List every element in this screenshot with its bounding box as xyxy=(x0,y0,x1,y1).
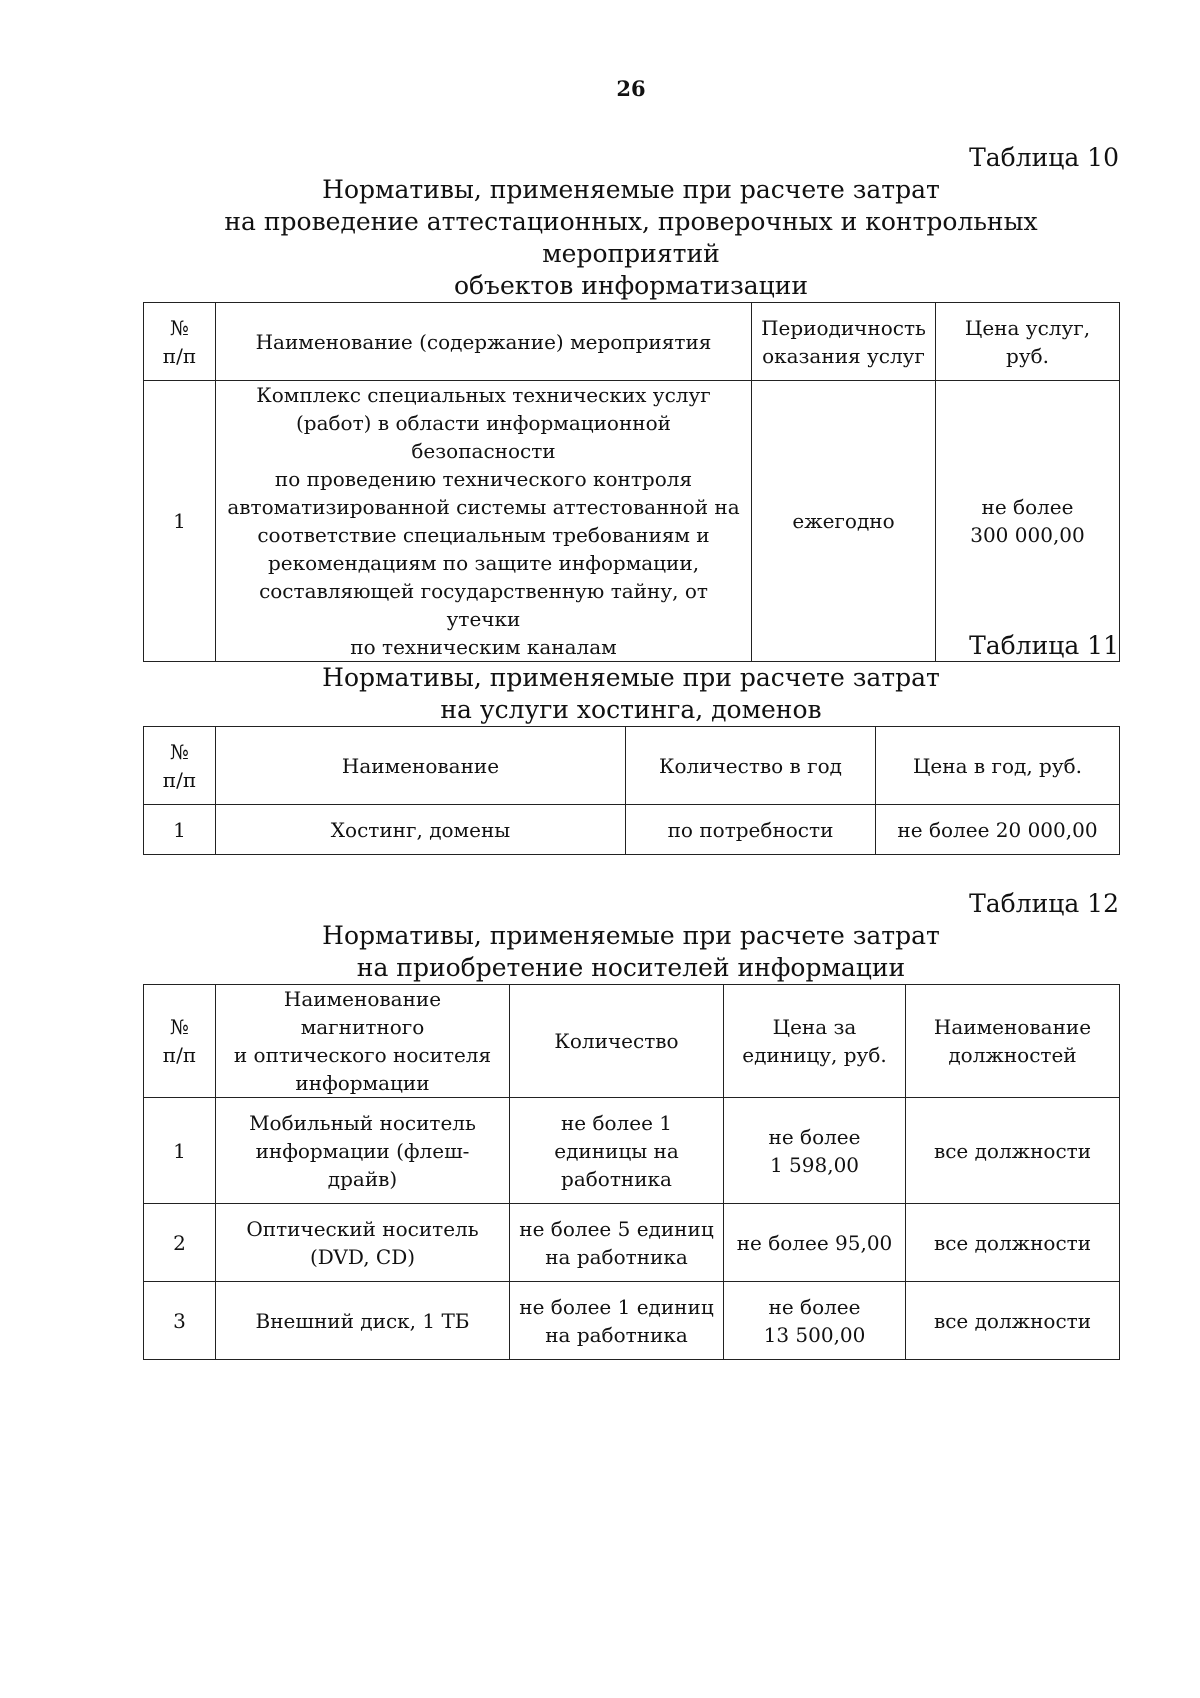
table-12 xyxy=(143,984,1120,1360)
table-11-section xyxy=(143,630,1119,855)
header-cell-price: Цена в год, руб. xyxy=(876,727,1120,805)
cell-qty: по потребности xyxy=(626,805,876,855)
cell-name: Хостинг, домены xyxy=(216,805,626,855)
table-12-title-line: на приобретение носителей информации xyxy=(356,953,906,982)
cell-name: Комплекс специальных технических услуг (работ) в области информационной безопасности по проведению технического контроля автоматизированной системы аттестованной на соответствие специальным требованиям и рекомендациям по защите информации, составляющей государственную тайну, от утечки по техническим каналам xyxy=(216,381,752,662)
table-12-label: Таблица 12 xyxy=(969,889,1119,918)
cell-qty: не более 1 единиц на работника xyxy=(510,1282,724,1360)
table-10-title xyxy=(143,174,1119,302)
header-cell-qty: Количество в год xyxy=(626,727,876,805)
header-cell-price: Цена услуг, руб. xyxy=(936,303,1120,381)
cell-price: не более 1 598,00 xyxy=(724,1098,906,1204)
header-cell-name: Наименование (содержание) мероприятия xyxy=(216,303,752,381)
table-11-title-line: на услуги хостинга, доменов xyxy=(440,695,822,724)
cell-num: 1 xyxy=(144,381,216,662)
cell-num: 3 xyxy=(144,1282,216,1360)
cell-qty: не более 5 единиц на работника xyxy=(510,1204,724,1282)
header-cell-name: Наименование магнитного и оптического носителя информации xyxy=(216,985,510,1098)
table-12-title xyxy=(143,920,1119,984)
cell-name: Мобильный носитель информации (флеш-драйв) xyxy=(216,1098,510,1204)
cell-num: 2 xyxy=(144,1204,216,1282)
cell-positions: все должности xyxy=(906,1098,1120,1204)
table-row xyxy=(144,1098,1120,1204)
table-10-title-line: на проведение аттестационных, проверочных и контрольных мероприятий xyxy=(224,207,1038,268)
table-11-title-line: Нормативы, применяемые при расчете затрат xyxy=(322,663,940,692)
table-row xyxy=(144,381,1120,662)
cell-price: не более 95,00 xyxy=(724,1204,906,1282)
table-12-title-line: Нормативы, применяемые при расчете затрат xyxy=(322,921,940,950)
table-12-section xyxy=(143,888,1119,1360)
table-header-row xyxy=(144,303,1120,381)
cell-name: Оптический носитель (DVD, CD) xyxy=(216,1204,510,1282)
header-cell-num: № п/п xyxy=(144,727,216,805)
table-header-row xyxy=(144,727,1120,805)
table-10-title-line: объектов информатизации xyxy=(453,271,809,300)
table-10-title-line: Нормативы, применяемые при расчете затрат xyxy=(322,175,940,204)
header-cell-price: Цена за единицу, руб. xyxy=(724,985,906,1098)
cell-price: не более 13 500,00 xyxy=(724,1282,906,1360)
table-header-row xyxy=(144,985,1120,1098)
header-cell-qty: Количество xyxy=(510,985,724,1098)
cell-name: Внешний диск, 1 ТБ xyxy=(216,1282,510,1360)
table-10-label: Таблица 10 xyxy=(969,143,1119,172)
table-11-title xyxy=(143,662,1119,726)
table-row xyxy=(144,805,1120,855)
cell-num: 1 xyxy=(144,805,216,855)
table-10-section xyxy=(143,142,1119,662)
header-cell-num: № п/п xyxy=(144,303,216,381)
cell-positions: все должности xyxy=(906,1204,1120,1282)
page-number: 26 xyxy=(616,76,646,101)
cell-qty: не более 1 единицы на работника xyxy=(510,1098,724,1204)
header-cell-name: Наименование xyxy=(216,727,626,805)
cell-price: не более 20 000,00 xyxy=(876,805,1120,855)
header-cell-positions: Наименование должностей xyxy=(906,985,1120,1098)
header-cell-period: Периодичность оказания услуг xyxy=(752,303,936,381)
header-cell-num: № п/п xyxy=(144,985,216,1098)
table-11 xyxy=(143,726,1120,855)
cell-price: не более 300 000,00 xyxy=(936,381,1120,662)
table-10 xyxy=(143,302,1120,662)
table-row xyxy=(144,1282,1120,1360)
cell-num: 1 xyxy=(144,1098,216,1204)
table-row xyxy=(144,1204,1120,1282)
table-11-label: Таблица 11 xyxy=(969,631,1119,660)
cell-period: ежегодно xyxy=(752,381,936,662)
cell-positions: все должности xyxy=(906,1282,1120,1360)
